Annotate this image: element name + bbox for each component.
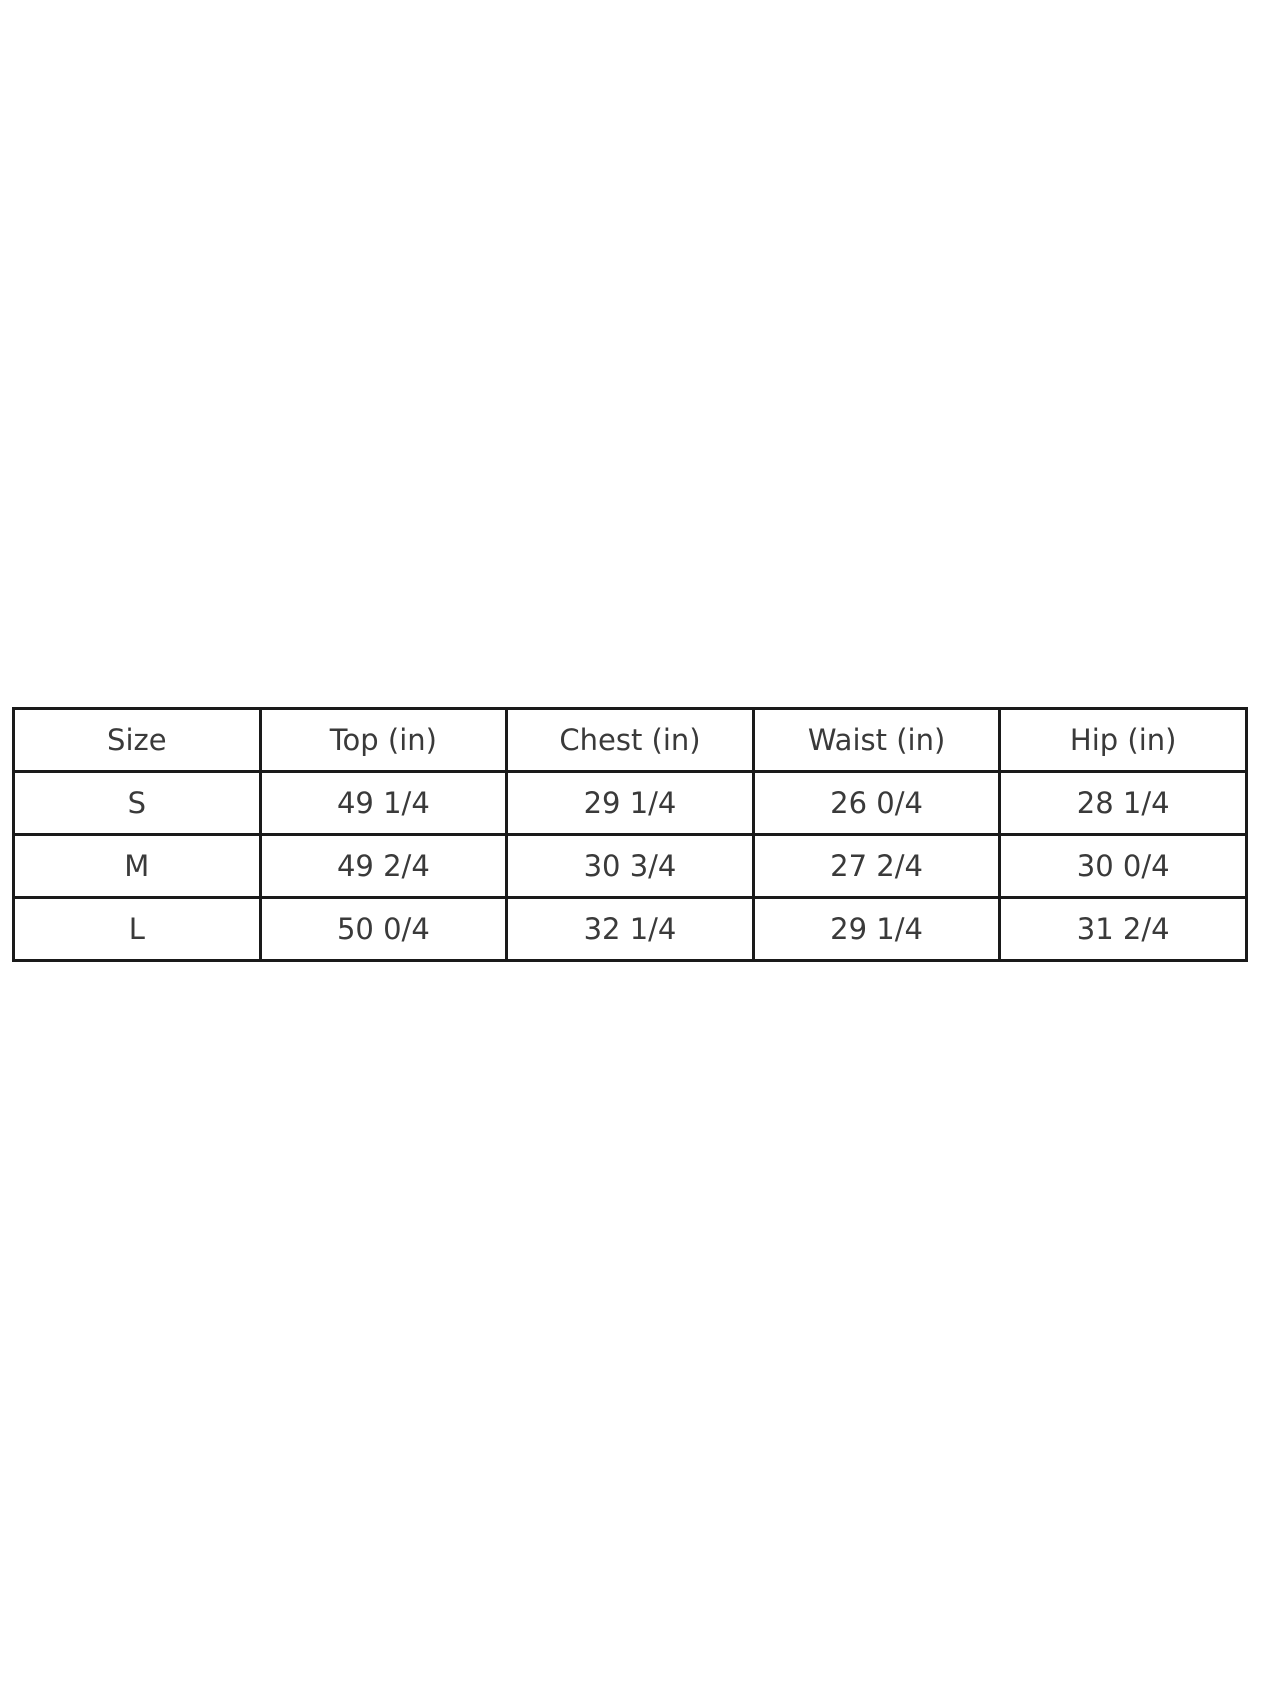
- cell-chest-l: 32 1/4: [507, 898, 754, 961]
- cell-chest-s: 29 1/4: [507, 772, 754, 835]
- header-cell-top: Top (in): [260, 709, 507, 772]
- size-chart-body: [14, 772, 1247, 961]
- header-cell-hip: Hip (in): [1000, 709, 1247, 772]
- header-cell-chest: Chest (in): [507, 709, 754, 772]
- cell-hip-l: 31 2/4: [1000, 898, 1247, 961]
- cell-top-m: 49 2/4: [260, 835, 507, 898]
- table-row-m: [14, 835, 1247, 898]
- cell-top-l: 50 0/4: [260, 898, 507, 961]
- cell-waist-m: 27 2/4: [753, 835, 1000, 898]
- cell-hip-s: 28 1/4: [1000, 772, 1247, 835]
- table-row-l: [14, 898, 1247, 961]
- cell-top-s: 49 1/4: [260, 772, 507, 835]
- cell-size-s: S: [14, 772, 261, 835]
- cell-hip-m: 30 0/4: [1000, 835, 1247, 898]
- cell-waist-s: 26 0/4: [753, 772, 1000, 835]
- cell-size-m: M: [14, 835, 261, 898]
- size-chart-table: [12, 707, 1248, 962]
- size-chart-header: [14, 709, 1247, 772]
- cell-chest-m: 30 3/4: [507, 835, 754, 898]
- cell-size-l: L: [14, 898, 261, 961]
- header-cell-waist: Waist (in): [753, 709, 1000, 772]
- table-row-s: [14, 772, 1247, 835]
- header-row: [14, 709, 1247, 772]
- header-cell-size: Size: [14, 709, 261, 772]
- cell-waist-l: 29 1/4: [753, 898, 1000, 961]
